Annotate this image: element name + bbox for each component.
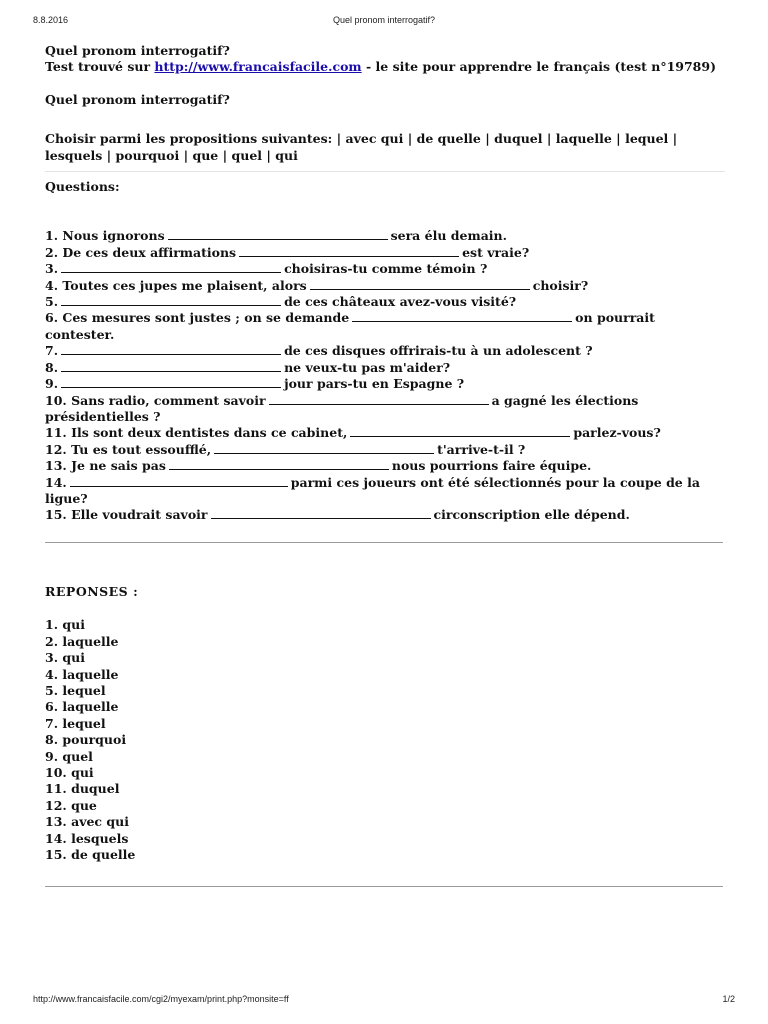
- answer-item: 8. pourquoi: [45, 732, 127, 748]
- print-date: 8.8.2016: [33, 15, 69, 25]
- answer-blank: [70, 475, 288, 487]
- question-item: 8. ne veux-tu pas m'aider?: [45, 359, 451, 375]
- question-item: 13. Je ne sais pas nous pourrions faire équipe.: [45, 458, 592, 474]
- answer-blank: [61, 376, 281, 388]
- document-content: [45, 43, 725, 524]
- answer-item: 10. qui: [45, 765, 94, 781]
- site-link[interactable]: http://www.francaisfacile.com: [154, 59, 362, 75]
- question-item: 3. choisiras-tu comme témoin ?: [45, 261, 488, 277]
- page-number: 1/2: [722, 994, 735, 1004]
- answer-item: 4. laquelle: [45, 666, 119, 682]
- print-title: Quel pronom interrogatif?: [332, 15, 436, 25]
- answer-blank: [350, 425, 570, 437]
- answer-item: 5. lequel: [45, 683, 106, 699]
- question-item: 9. jour pars-tu en Espagne ?: [45, 376, 465, 392]
- question-item: 7. de ces disques offrirais-tu à un adolescent ?: [45, 343, 593, 359]
- question-item: 14. parmi ces joueurs ont été sélectionnés pour la coupe de la ligue?: [45, 474, 700, 506]
- answer-blank: [239, 245, 459, 257]
- question-item: 10. Sans radio, comment savoir a gagné les élections présidentielles ?: [45, 392, 639, 424]
- section-divider: [45, 886, 723, 887]
- answer-blank: [310, 278, 530, 290]
- answer-item: 12. que: [45, 797, 97, 813]
- answer-blank: [211, 507, 431, 519]
- answer-blank: [61, 343, 281, 355]
- answer-item: 2. laquelle: [45, 633, 119, 649]
- answers-title: REPONSES :: [45, 584, 139, 599]
- source-line: [45, 59, 725, 75]
- question-item: 5. de ces châteaux avez-vous visité?: [45, 294, 517, 310]
- answer-item: 15. de quelle: [45, 847, 136, 863]
- questions-label: Questions:: [45, 179, 120, 195]
- answer-item: 14. lesquels: [45, 830, 129, 846]
- question-item: 15. Elle voudrait savoir circonscription elle dépend.: [45, 507, 630, 523]
- answer-blank: [61, 294, 281, 306]
- question-item: 4. Toutes ces jupes me plaisent, alors choisir?: [45, 277, 589, 293]
- answer-item: 9. quel: [45, 748, 93, 764]
- answer-blank: [269, 393, 489, 405]
- question-item: 11. Ils sont deux dentistes dans ce cabinet, parlez-vous?: [45, 425, 661, 441]
- choices-text: Choisir parmi les propositions suivantes: | avec qui | de quelle | duquel | laquelle | lequel | lesquels | pourquoi | que | quel | qui: [45, 131, 678, 163]
- source-suffix: - le site pour apprendre le français (test n°19789): [366, 59, 716, 75]
- answer-blank: [352, 310, 572, 322]
- question-item: 1. Nous ignorons sera élu demain.: [45, 228, 507, 244]
- answer-blank: [61, 360, 281, 372]
- page-title: Quel pronom interrogatif?: [45, 43, 230, 58]
- answer-item: 11. duquel: [45, 781, 120, 797]
- answer-list: [45, 617, 445, 863]
- print-url: http://www.francaisfacile.com/cgi2/myexam/print.php?monsite=ff: [33, 994, 289, 1004]
- question-list: [45, 228, 725, 523]
- answer-blank: [214, 442, 434, 454]
- section-divider: [45, 542, 723, 543]
- source-prefix: Test trouvé sur: [45, 59, 151, 75]
- section-title: Quel pronom interrogatif?: [45, 91, 230, 107]
- answer-blank: [169, 458, 389, 470]
- question-item: 2. De ces deux affirmations est vraie?: [45, 244, 530, 260]
- answer-item: 13. avec qui: [45, 814, 129, 830]
- answers-section: [45, 584, 445, 864]
- divider-thin: [45, 171, 725, 172]
- question-item: 6. Ces mesures sont justes ; on se demande on pourrait contester.: [45, 310, 655, 342]
- answer-item: 6. laquelle: [45, 699, 119, 715]
- question-item: 12. Tu es tout essoufflé, t'arrive-t-il ?: [45, 441, 526, 457]
- answer-blank: [61, 261, 281, 273]
- answer-item: 7. lequel: [45, 715, 106, 731]
- answer-blank: [168, 228, 388, 240]
- answer-item: 3. qui: [45, 650, 85, 666]
- answer-item: 1. qui: [45, 617, 85, 633]
